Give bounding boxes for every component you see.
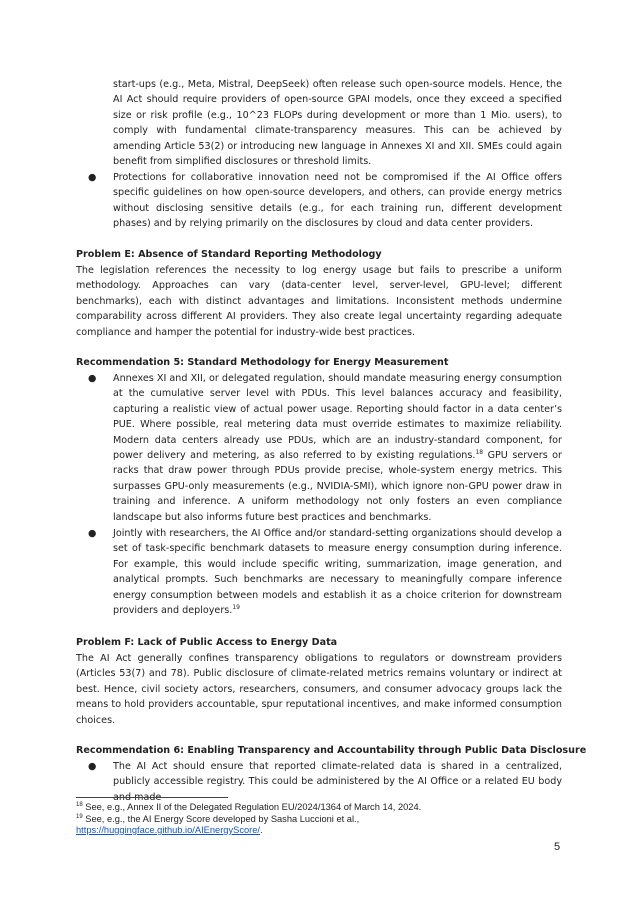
footnote-separator — [76, 797, 228, 798]
recommendation-6-heading: Recommendation 6: Enabling Transparency and Accountability through Public Data Disclosure — [76, 745, 587, 756]
continued-paragraph: start-ups (e.g., Meta, Mistral, DeepSeek) often release such open-source models. Hence, the AI Act should require providers of open-source GPAI models, once they exceed a specified size or risk profile (e.g., 10^23 FLOPs during development or more than 1 Mio. users), to comply with fundamental climate-transparency measures. This can be achieved by amending Article 53(2) or introducing new language in Annexes XI and XII. SMEs could again benefit from simplified disclosures or threshold limits. — [113, 79, 562, 168]
footnotes — [76, 802, 566, 837]
bullet-marker: ● — [88, 172, 97, 183]
page-number: 5 — [554, 841, 561, 853]
recommendation-5-heading: Recommendation 5: Standard Methodology for Energy Measurement — [76, 357, 449, 368]
problem-e-body: The legislation references the necessity to log energy usage but fails to prescribe a uniform methodology. Approaches can vary (data-center level, server-level, GPU-level; different benchmarks), each with distinct advantages and limitations. Inconsistent methods undermine comparability across different AI providers. They also create legal uncertainty regarding adequate compliance and hamper the potential for industry-wide best practices. — [76, 265, 562, 338]
footnote-ref-18[interactable]: 18 — [475, 449, 484, 457]
bullet-marker: ● — [88, 373, 97, 384]
problem-e-heading: Problem E: Absence of Standard Reporting Methodology — [76, 249, 382, 260]
footnote-18: $^{18}$ See, e.g., Annex II of the Delegated Regulation EU/2024/1364 of March 14, 2024. — [76, 802, 422, 812]
ai-energy-score-link[interactable]: https://huggingface.github.io/AIEnergyScore/ — [76, 825, 260, 835]
benchmark-datasets-bullet: Jointly with researchers, the AI Office and/or standard-setting organizations should develop a set of task-specific benchmark datasets to measure energy consumption during inference. For example, this would include specific writing, summarization, image generation, and analytical prompts. Such benchmarks are necessary to meaningfully compare inference energy consumption between models and establish it as a choice criterion for downstream providers and deployers.$^{19}$ — [113, 528, 562, 617]
bullet-marker: ● — [88, 528, 97, 539]
footnote-ref-19[interactable]: 19 — [232, 604, 240, 612]
pdu-measurement-bullet: Annexes XI and XII, or delegated regulation, should mandate measuring energy consumption at the cumulative server level with PDUs. This level balances accuracy and feasibility, capturing a realistic view of actual power usage. Reporting should factor in a data center’s PUE. Where possible, real metering data must override estimates to maximize reliability. Modern data centers already use PDUs, which are an industry-standard component, for power delivery and metering, as also referred to by existing regulations.$^{18}$ GPU servers or racks that draw power through PDUs provide precise, whole-system energy metrics. This surpasses GPU-only measurements (e.g., NVIDIA-SMI), which ignore non-GPU power draw in training and inference. A uniform methodology not only fosters an even compliance landscape but also informs future best practices and benchmarks. — [113, 373, 562, 523]
problem-f-body: The AI Act generally confines transparency obligations to regulators or downstream providers (Articles 53(7) and 78). Public disclosure of climate-related metrics remains voluntary or indirect at best. Hence, civil society actors, researchers, consumers, and consumer advocacy groups lack the means to hold providers accountable, spur reputational incentives, and make informed consumption choices. — [76, 653, 562, 726]
bullet-marker: ● — [88, 761, 97, 772]
footnote-19: $^{19}$ See, e.g., the AI Energy Score developed by Sasha Luccioni et al., https://huggingface.github.io/AIEnergyScore/. — [76, 813, 360, 835]
public-registry-bullet: The AI Act should ensure that reported climate-related data is shared in a centralized, publicly accessible registry. This could be administered by the AI Office or a related EU body and made — [113, 761, 562, 803]
open-source-protection-bullet: Protections for collaborative innovation need not be compromised if the AI Office offers specific guidelines on how open-source developers, and others, can provide energy metrics without disclosing sensitive details (e.g., for each training run, different development phases) and by relying primarily on the disclosures by cloud and data center providers. — [113, 172, 562, 230]
problem-f-heading: Problem F: Lack of Public Access to Energy Data — [76, 637, 338, 648]
